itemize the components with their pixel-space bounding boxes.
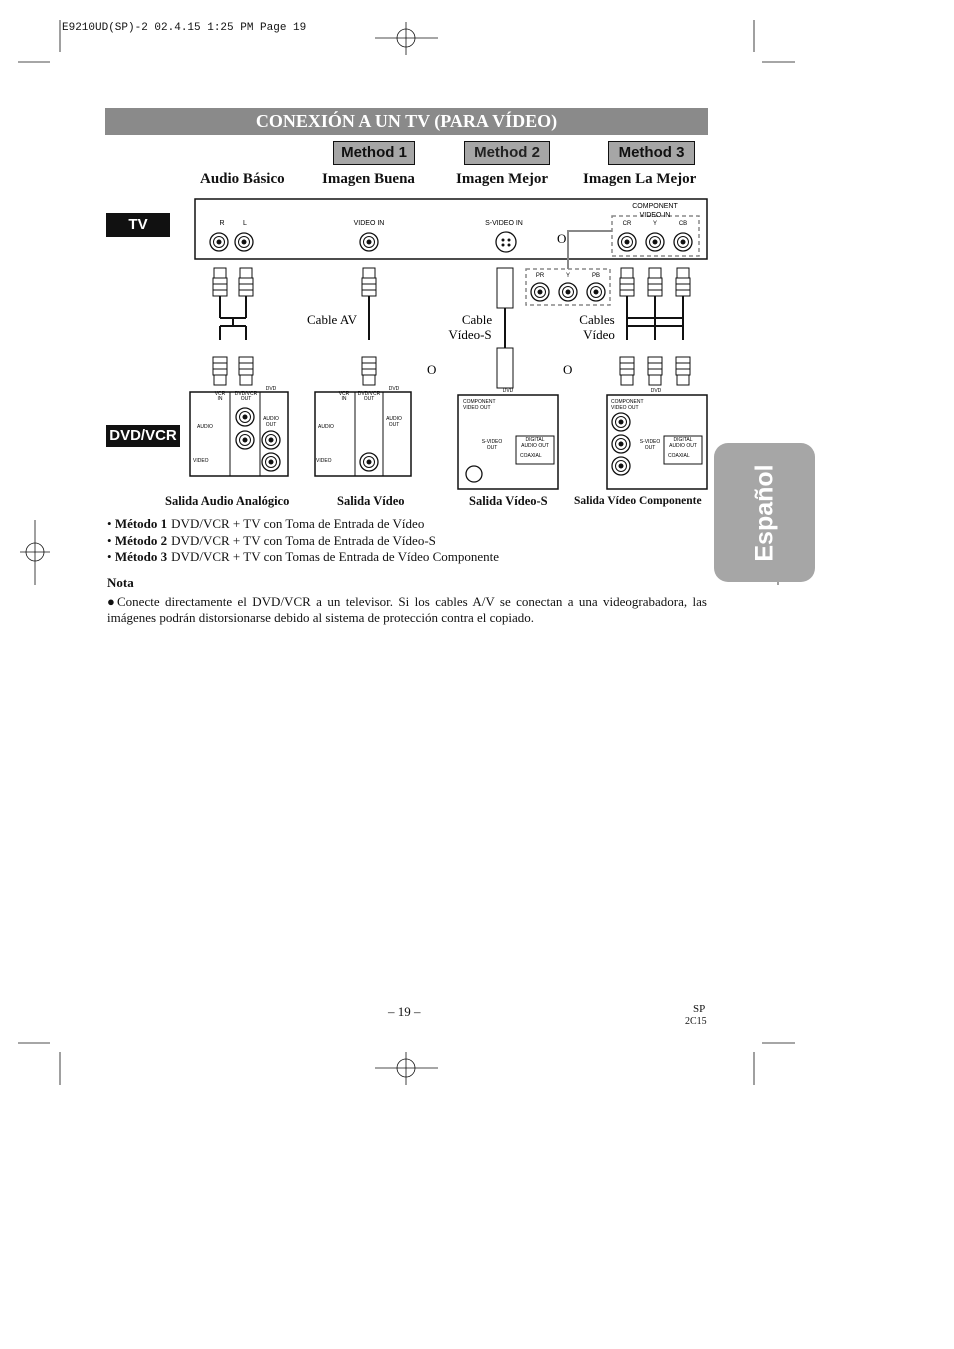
file-header: E9210UD(SP)-2 02.4.15 1:25 PM Page 19	[62, 22, 307, 34]
svg-text:VCR: VCR	[338, 391, 350, 397]
alt-pr-label: PR	[535, 273, 545, 279]
quality-imagen-la-mejor: Imagen La Mejor	[583, 171, 697, 187]
alt-y-label: Y	[565, 273, 571, 279]
list-item: • Método 1 DVD/VCR + TV con Toma de Entrada de Vídeo	[107, 516, 425, 531]
caption-component: Salida Vídeo Componente	[574, 495, 702, 507]
video-cable	[362, 268, 376, 385]
tv-y-label: Y	[652, 221, 658, 227]
caption-audio: Salida Audio Analógico	[165, 494, 290, 508]
dvd-panel-component	[607, 388, 707, 489]
tv-component-label: COMPONENT	[632, 203, 678, 210]
method-1-label: Method 1	[333, 141, 415, 165]
or-label-left: O	[427, 362, 437, 377]
svg-text:COMPONENT: COMPONENT	[463, 399, 496, 405]
svg-text:OUT: OUT	[363, 396, 375, 402]
alt-pb-label: PB	[591, 273, 601, 279]
svg-text:OUT: OUT	[265, 422, 277, 428]
svg-text:COMPONENT: COMPONENT	[611, 399, 644, 405]
tv-cr-label: CR	[622, 221, 632, 227]
cable-av-label: Cable AV	[307, 312, 357, 327]
tv-svideo-in-label: S-VIDEO IN	[485, 220, 523, 227]
tv-cb-jack	[674, 233, 692, 251]
svg-text:COAXIAL: COAXIAL	[668, 453, 690, 459]
svg-text:OUT: OUT	[388, 422, 400, 428]
method-2-label: Method 2	[464, 141, 550, 165]
svg-text:VIDEO: VIDEO	[193, 458, 209, 464]
tv-tag: TV	[106, 213, 170, 237]
quality-audio-basico: Audio Básico	[200, 171, 285, 187]
svg-text:COAXIAL: COAXIAL	[520, 453, 542, 459]
methods-list	[107, 516, 499, 566]
svg-text:DVD: DVD	[265, 386, 277, 392]
tv-audio-l-jack	[235, 233, 253, 251]
svg-text:OUT: OUT	[486, 445, 498, 451]
svg-text:DIGITAL: DIGITAL	[525, 437, 545, 443]
svg-text:VIDEO OUT: VIDEO OUT	[611, 405, 639, 411]
svg-text:VIDEO OUT: VIDEO OUT	[463, 405, 491, 411]
svg-text:IN: IN	[217, 396, 223, 402]
or-label-right: O	[563, 362, 573, 377]
cables-video-label-1: Cables	[579, 312, 615, 327]
svg-text:S-VIDEO: S-VIDEO	[639, 439, 661, 445]
tv-svideo-jack	[496, 232, 516, 252]
svg-text:DVD: DVD	[650, 388, 662, 394]
tv-r-label: R	[219, 220, 225, 227]
svg-text:AUDIO: AUDIO	[318, 424, 334, 430]
svg-text:VIDEO: VIDEO	[316, 458, 332, 464]
svg-text:DVD/VCR: DVD/VCR	[234, 391, 258, 397]
component-cables	[620, 268, 690, 385]
lang-code: SP	[693, 1003, 706, 1015]
tv-l-label: L	[243, 220, 247, 227]
nota-title: Nota	[107, 575, 134, 590]
tv-cb-label: CB	[678, 221, 688, 227]
dvdvcr-tag: DVD/VCR	[106, 425, 180, 447]
tv-cr-jack	[618, 233, 636, 251]
caption-video: Salida Vídeo	[337, 494, 405, 508]
dvd-panel-video	[315, 386, 411, 476]
language-tab: Español	[714, 443, 815, 582]
section-title: CONEXIÓN A UN TV (PARA VÍDEO)	[105, 108, 708, 135]
or-label-top: O	[557, 231, 567, 246]
svg-text:AUDIO OUT: AUDIO OUT	[669, 443, 697, 449]
doc-code: 2C15	[685, 1016, 707, 1027]
svg-text:DVD: DVD	[502, 388, 514, 394]
cables-video-label-2: Vídeo	[583, 327, 615, 342]
method-3-label: Method 3	[608, 141, 695, 165]
audio-cable	[213, 268, 253, 385]
svideo-cable	[497, 268, 513, 388]
cable-svideo-label-1: Cable	[461, 312, 493, 327]
quality-imagen-buena: Imagen Buena	[322, 171, 415, 187]
tv-video-jack	[360, 233, 378, 251]
svg-text:S-VIDEO: S-VIDEO	[481, 439, 503, 445]
cable-svideo-label-2: Vídeo-S	[448, 327, 492, 342]
alt-y-jack	[559, 283, 577, 301]
svg-text:DVD: DVD	[388, 386, 400, 392]
svg-text:AUDIO: AUDIO	[197, 424, 213, 430]
tv-video-in-label: VIDEO IN	[353, 220, 385, 227]
svg-text:VCR: VCR	[214, 391, 226, 397]
quality-imagen-mejor: Imagen Mejor	[456, 171, 549, 187]
svg-text:OUT: OUT	[240, 396, 252, 402]
svg-text:DVD/VCR: DVD/VCR	[357, 391, 381, 397]
alt-pb-jack	[587, 283, 605, 301]
connection-diagram	[0, 0, 954, 520]
svg-text:AUDIO OUT: AUDIO OUT	[521, 443, 549, 449]
alt-pr-jack	[531, 283, 549, 301]
list-item: • Método 3 DVD/VCR + TV con Tomas de Entrada de Vídeo Componente	[107, 549, 500, 564]
dvd-panel-audio	[190, 386, 288, 476]
svg-text:AUDIO: AUDIO	[263, 416, 279, 422]
caption-svideo: Salida Vídeo-S	[469, 494, 548, 508]
tv-audio-r-jack	[210, 233, 228, 251]
tv-y-jack	[646, 233, 664, 251]
svg-text:IN: IN	[341, 396, 347, 402]
svg-text:OUT: OUT	[644, 445, 656, 451]
page-number: – 19 –	[388, 1004, 421, 1019]
nota-text: ●Conecte directamente el DVD/VCR a un televisor. Si los cables A/V se conectan a una videograbadora, las imágenes podrán distorsionarse debido al sistema de protección contra el copiado.	[107, 594, 707, 625]
list-item: • Método 2 DVD/VCR + TV con Toma de Entrada de Vídeo-S	[107, 532, 436, 548]
svg-text:DIGITAL: DIGITAL	[673, 437, 693, 443]
dvd-panel-svideo	[458, 388, 558, 489]
tv-component-label-2: VIDEO IN	[639, 212, 671, 219]
svg-text:AUDIO: AUDIO	[386, 416, 402, 422]
